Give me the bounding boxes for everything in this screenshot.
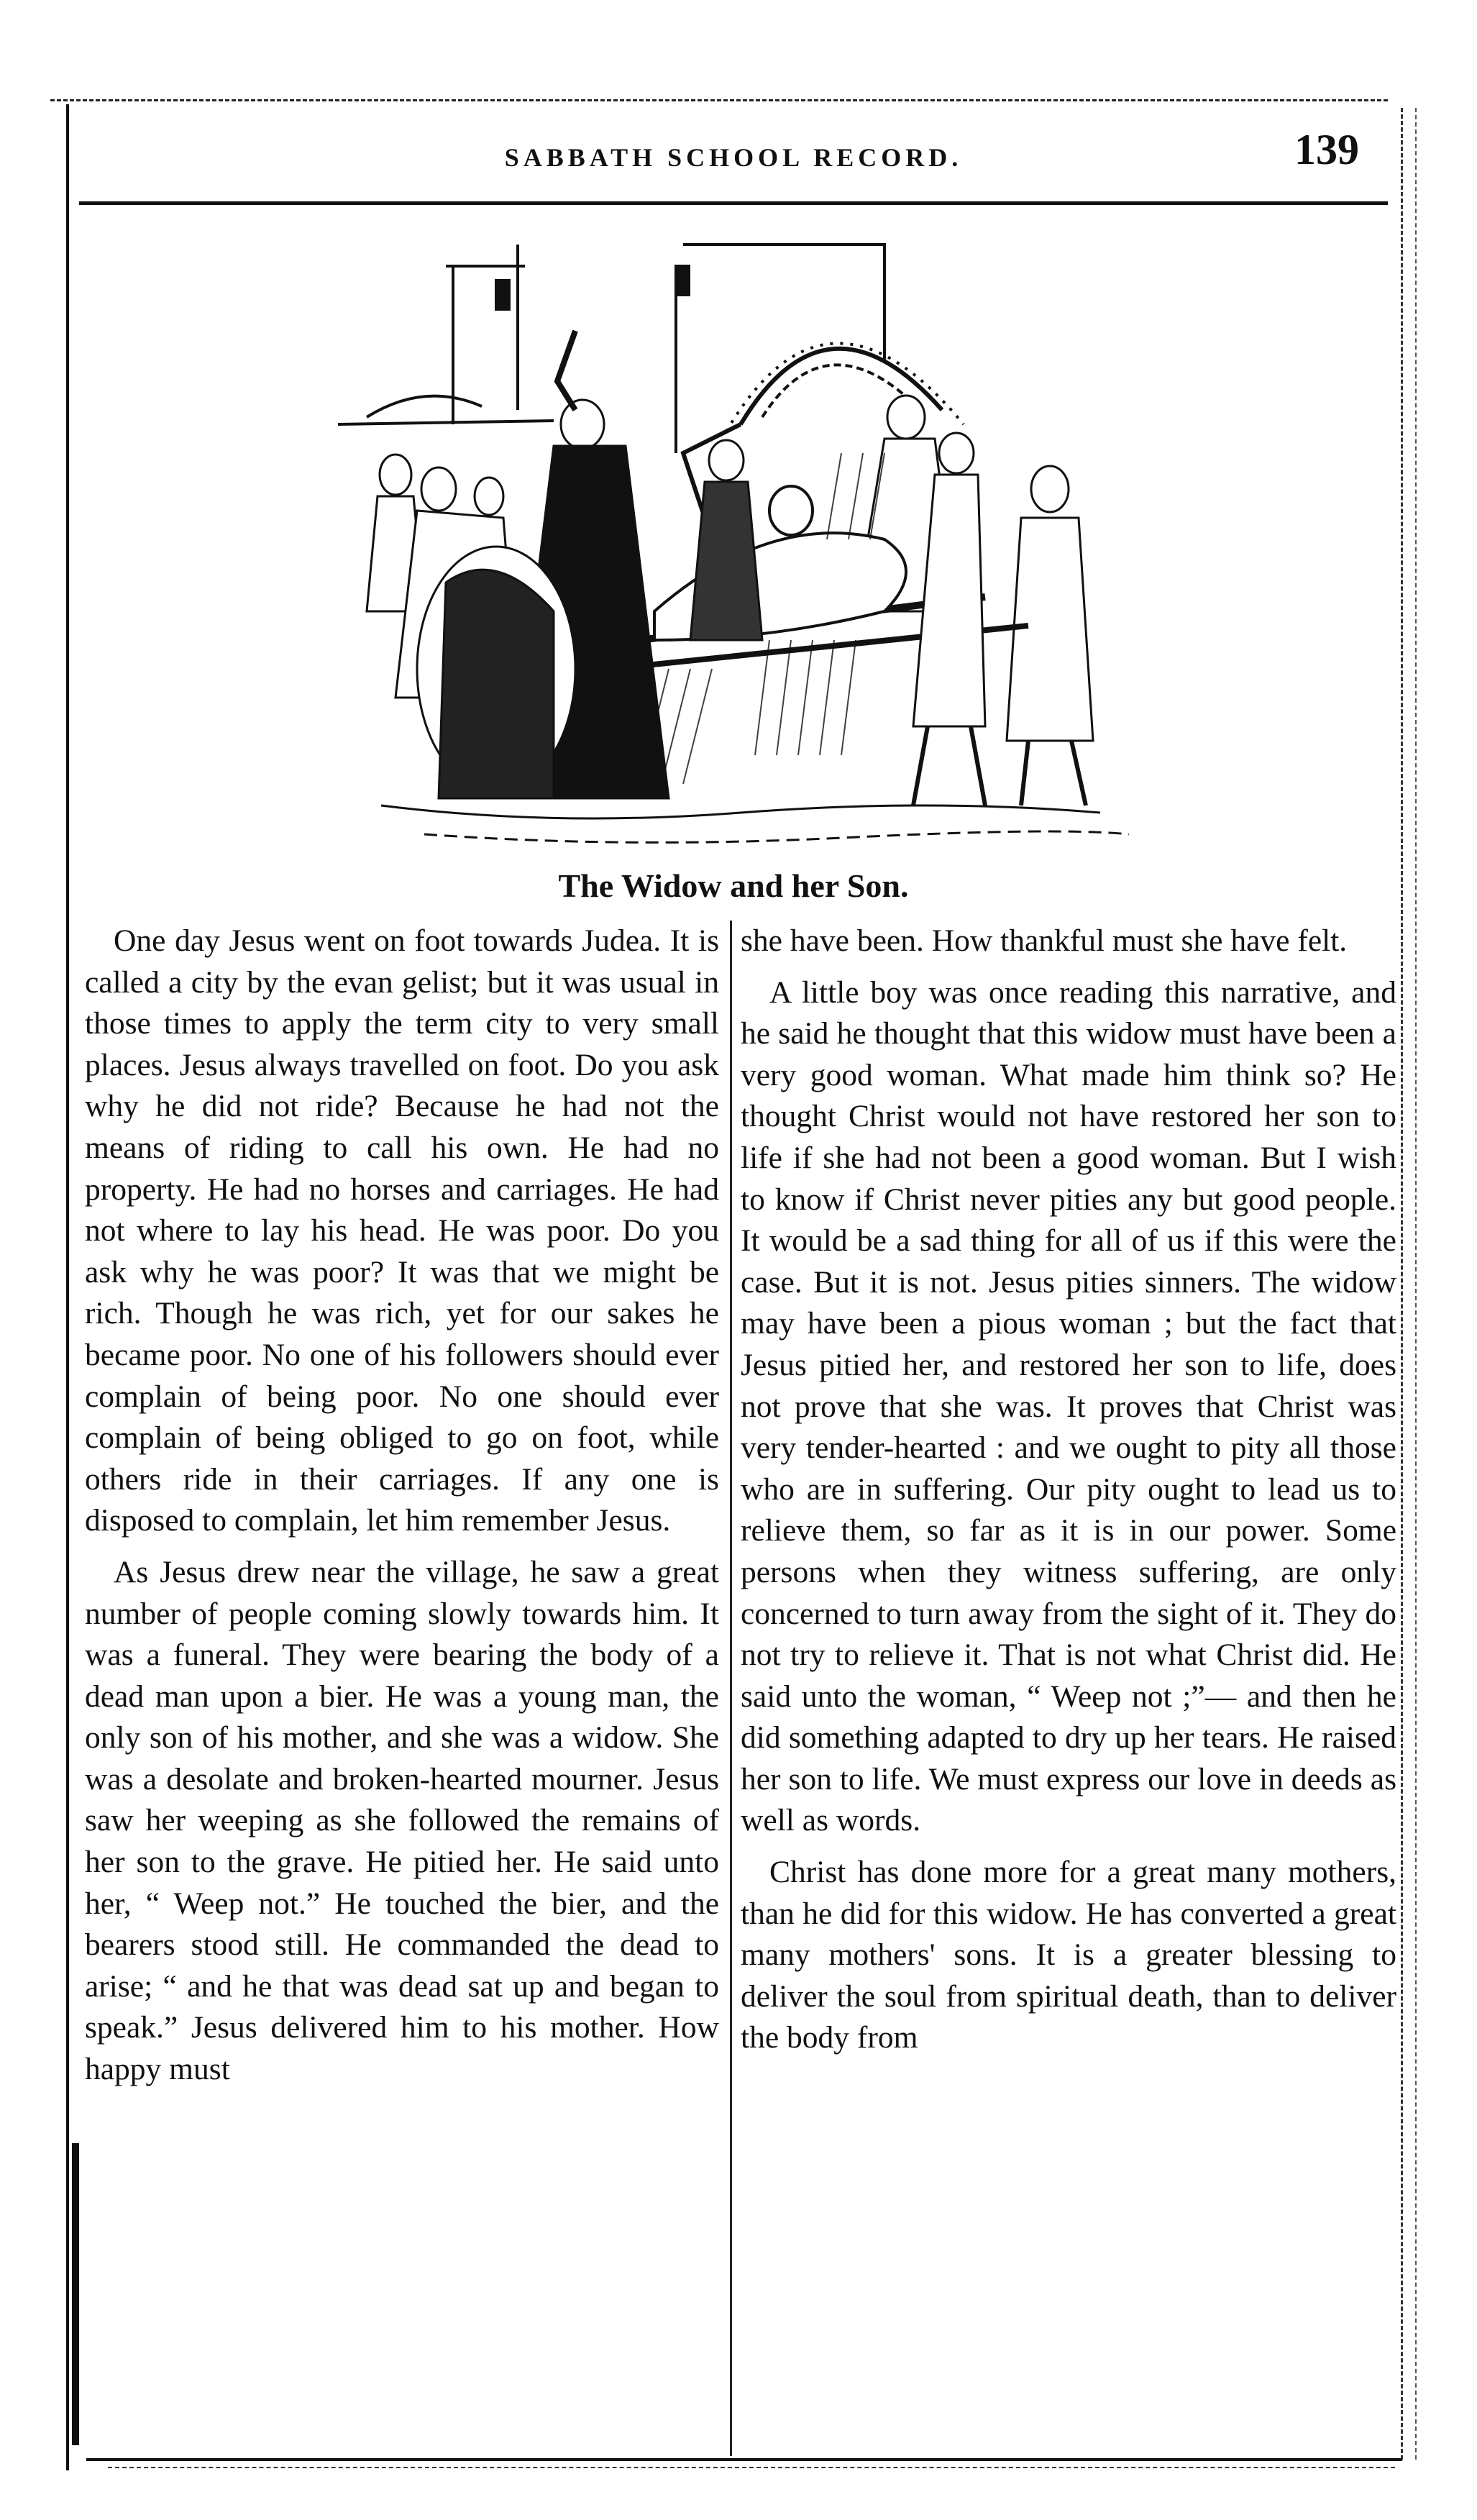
paragraph: As Jesus drew near the village, he saw a great number of people coming slowly towards him. It was a funeral. They were bearing the body of a dead man upon a bier. He was a young man, the only son of his mother, and she was a widow. She was a desolate and broken-hearted mourner. Jesus saw her weeping as she followed the remains of her son to the grave. He pitied her. He said unto her, “ Weep not.” He touched the bier, and the bearers stood still. He commanded the dead to arise; “ and he that was dead sat up and began to speak.” Jesus delivered him to his mother. How happy must — [85, 1554, 719, 2087]
left-column — [85, 921, 719, 2452]
header-rule — [79, 201, 1388, 205]
right-border — [1401, 108, 1403, 2460]
engraving-illustration — [338, 237, 1158, 856]
left-border-heavy — [72, 2143, 79, 2445]
illustration-caption: The Widow and her Son. — [558, 867, 909, 904]
top-rule-dashed — [50, 99, 1388, 101]
paragraph: she have been. How thankful must she have felt. — [741, 923, 1348, 958]
bottom-rule-dashed — [108, 2467, 1395, 2468]
paragraph: Christ has done more for a great many mothers, than he did for this widow. He has converted a great many mothers' sons. It is a greater blessing to deliver the soul from spiritual death, than to deliver the body from — [741, 1855, 1396, 2055]
page-number: 139 — [1294, 126, 1359, 173]
paragraph: One day Jesus went on foot towards Judea. It is called a city by the evan gelist; but it was usual in those times to apply the term city to very small places. Jesus always travelled on foot. Do you ask why he did not ride? Because he had not the means of riding to call his own. He had no property. He had no horses and carriages. He had not where to lay his head. He was poor. Do you ask why he was poor? It was that we might be rich. Though he was rich, yet for our sakes he became poor. No one of his followers should ever complain of being poor. No one should ever complain of being obliged to go on foot, while others ride in their carriages. If any one is disposed to complain, let him remember Jesus. — [85, 923, 719, 1538]
right-column — [741, 921, 1396, 2452]
running-title: SABBATH SCHOOL RECORD. — [504, 143, 963, 172]
bottom-rule — [86, 2458, 1402, 2461]
engraving-svg — [338, 237, 1158, 856]
paragraph: A little boy was once reading this narrative, and he said he thought that this widow must have been a very good woman. What made him think so? He thought Christ would not have restored her son to life if she had not been a good woman. But I wish to know if Christ never pities any but good people. It would be a sad thing for all of us if this were the case. But it is not. Jesus pities sinners. The widow may have been a pious woman ; but the fact that Jesus pitied her, and restored her son to life, does not prove that she was. It proves that Christ was very tender-hearted : and we ought to pity all those who are in suffering. Our pity ought to lead us to relieve them, so far as it is in our power. Some persons when they witness suffering, are only concerned to turn away from the sight of it. They do not try to relieve it. That is not what Christ did. He said unto the woman, “ Weep not ;”— and then he did something adapted to dry up her tears. He raised her son to life. We must express our love in deeds as well as words. — [741, 974, 1396, 1838]
page-header — [79, 115, 1388, 194]
left-border — [66, 104, 69, 2470]
column-divider — [730, 921, 732, 2456]
right-border-outer — [1415, 108, 1417, 2460]
